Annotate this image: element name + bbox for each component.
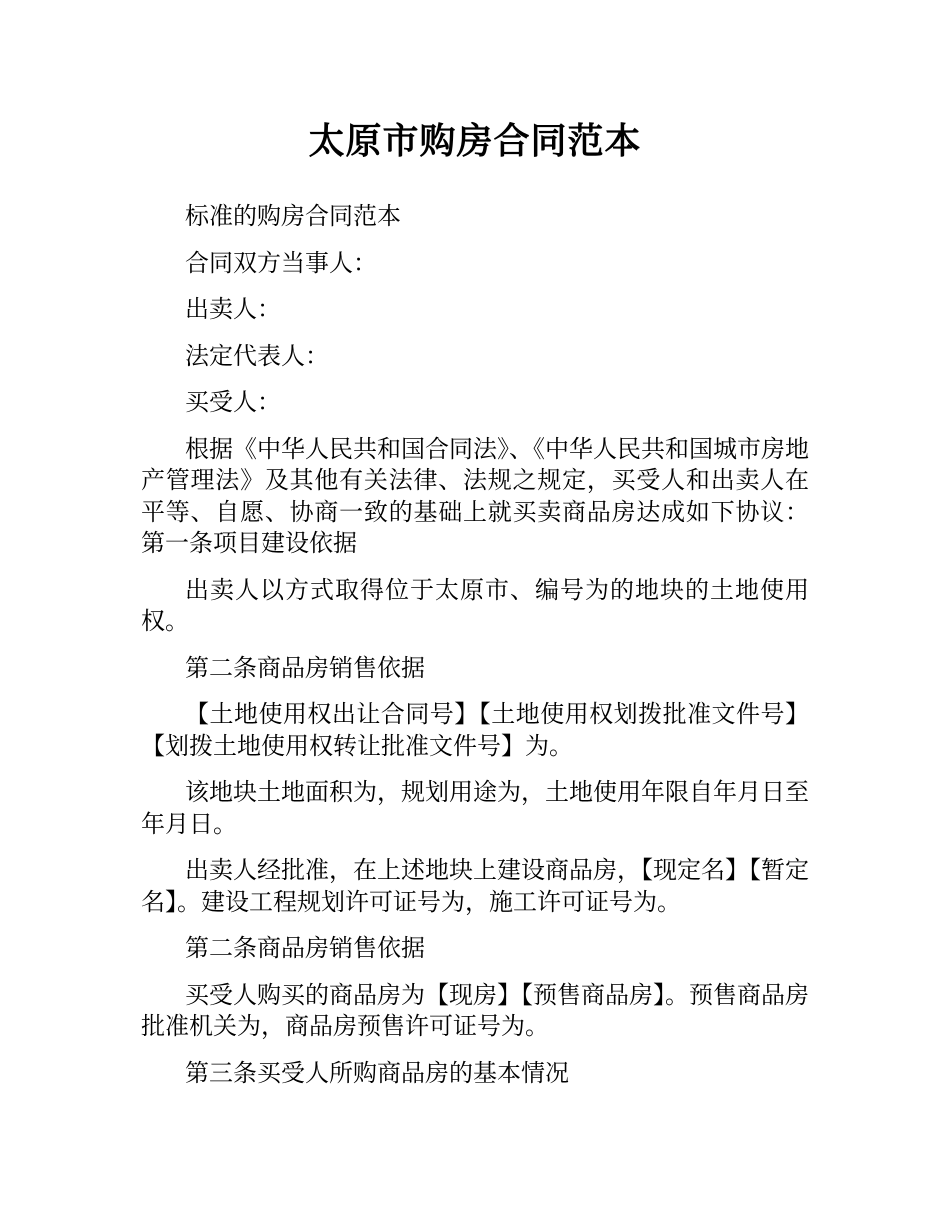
paragraph-land-use-right: 出卖人以方式取得位于太原市、编号为的地块的土地使用权。 — [141, 575, 809, 635]
paragraph-presale-permit: 买受人购买的商品房为【现房】【预售商品房】。预售商品房批准机关为，商品房预售许可证号为。 — [141, 980, 809, 1040]
paragraph-article-2-heading-repeat: 第二条商品房销售依据 — [185, 934, 425, 962]
paragraph-legal-basis: 根据《中华人民共和国合同法》、《中华人民共和国城市房地产管理法》及其他有关法律、法规之规定，买受人和出卖人在平等、自愿、协商一致的基础上就买卖商品房达成如下协议：第一条项目建设依据 — [141, 434, 809, 557]
paragraph-construction-permit: 出卖人经批准，在上述地块上建设商品房，【现定名】【暂定名】。建设工程规划许可证号为，施工许可证号为。 — [141, 856, 809, 916]
paragraph-seller: 出卖人： — [185, 295, 281, 323]
paragraph-article-2-heading: 第二条商品房销售依据 — [185, 653, 425, 682]
document-title: 太原市购房合同范本 — [308, 121, 642, 162]
paragraph-land-area: 该地块土地面积为，规划用途为，土地使用年限自年月日至年月日。 — [141, 778, 809, 838]
document-body — [141, 201, 809, 1104]
paragraph-contract-numbers: 【土地使用权出让合同号】【土地使用权划拨批准文件号】【划拨土地使用权转让批准文件号】为。 — [141, 700, 809, 760]
paragraph-buyer: 买受人： — [185, 388, 281, 416]
paragraph-subtitle: 标准的购房合同范本 — [185, 202, 401, 230]
paragraph-legal-representative: 法定代表人： — [185, 341, 329, 370]
paragraph-parties-heading: 合同双方当事人： — [185, 248, 377, 277]
paragraph-article-3-heading: 第三条买受人所购商品房的基本情况 — [185, 1058, 569, 1087]
